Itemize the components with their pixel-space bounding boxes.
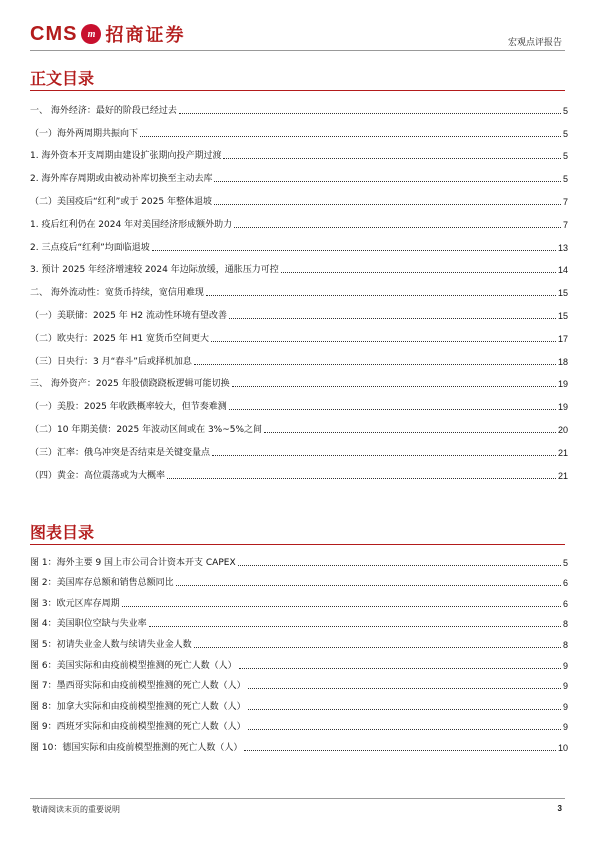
toc-entry[interactable] — [30, 93, 568, 116]
toc-entry-page-number: 19 — [557, 379, 568, 390]
dot-leader — [264, 431, 556, 433]
figure-entry-title: 图 9：西班牙实际和由疫前模型推测的死亡人数（人） — [30, 722, 246, 733]
dot-leader — [281, 271, 556, 273]
toc-entry-page-number: 7 — [562, 196, 568, 207]
toc-entry-title: （二）美国疫后“红利”或于 2025 年整体退坡 — [30, 196, 212, 207]
toc-entry[interactable] — [30, 344, 568, 367]
toc-entry-page-number: 5 — [562, 151, 568, 162]
toc-entry-page-number: 18 — [557, 356, 568, 367]
dot-leader — [248, 728, 561, 730]
toc-entry-page-number: 17 — [557, 333, 568, 344]
toc-entry-page-number: 5 — [562, 105, 568, 116]
dot-leader — [232, 385, 556, 387]
dot-leader — [179, 112, 561, 114]
toc-entry-page-number: 5 — [562, 174, 568, 185]
toc-entry[interactable] — [30, 230, 568, 253]
dot-leader — [194, 363, 556, 365]
figure-entry-title: 图 2：美国库存总额和销售总额同比 — [30, 578, 174, 589]
dot-leader — [239, 667, 561, 669]
toc-entry-page-number: 15 — [557, 310, 568, 321]
toc-entry-page-number: 7 — [562, 219, 568, 230]
dot-leader — [229, 317, 556, 319]
toc-entry[interactable] — [30, 161, 568, 184]
toc-entry-title: （四）黄金：高位震荡或为大概率 — [30, 470, 166, 481]
figure-entry-page-number: 6 — [562, 578, 568, 589]
figure-entry[interactable] — [30, 650, 568, 671]
toc-entry[interactable] — [30, 298, 568, 321]
dot-leader — [122, 605, 561, 607]
toc-entry-page-number: 15 — [557, 288, 568, 299]
figure-list — [30, 547, 568, 753]
figure-entry-title: 图 1：海外主要 9 国上市公司合计资本开支 CAPEX — [30, 557, 236, 568]
figure-entry-title: 图 4：美国职位空缺与失业率 — [30, 619, 147, 630]
dot-leader — [140, 135, 561, 137]
figure-entry-page-number: 10 — [557, 742, 568, 753]
toc-entry-title: 二、 海外流动性：宽货币持续，宽信用难现 — [30, 288, 204, 299]
toc-entry-page-number: 14 — [557, 265, 568, 276]
logo-chinese-name: 招商证券 — [105, 25, 186, 46]
toc-title: 正文目录 — [30, 69, 95, 88]
dot-leader — [206, 294, 556, 296]
toc-entry-page-number: 19 — [557, 402, 568, 413]
toc-entry-title: （一）美股：2025 年收跌概率较大，但节奏难测 — [30, 402, 227, 413]
toc-entry-title: （一）海外两周期共振向下 — [30, 128, 139, 139]
figure-entry-title: 图 8：加拿大实际和由疫前模型推测的死亡人数（人） — [30, 701, 246, 712]
dot-leader — [152, 249, 556, 251]
cms-logo — [30, 22, 185, 46]
toc-entry[interactable] — [30, 116, 568, 139]
toc-entry-title: 一、 海外经济：最好的阶段已经过去 — [30, 105, 177, 116]
figure-entry-page-number: 9 — [562, 681, 568, 692]
dot-leader — [212, 454, 556, 456]
toc-entry[interactable] — [30, 389, 568, 412]
figure-entry-title: 图 3：欧元区库存周期 — [30, 598, 120, 609]
figure-entry-title: 图 7：墨西哥实际和由疫前模型推测的死亡人数（人） — [30, 681, 246, 692]
dot-leader — [211, 340, 556, 342]
dot-leader — [248, 708, 561, 710]
logo-badge-icon: m — [81, 24, 101, 44]
figure-entry-title: 图 10：德国实际和由疫前模型推测的死亡人数（人） — [30, 742, 243, 753]
toc-entry-page-number: 21 — [557, 447, 568, 458]
figure-entry[interactable] — [30, 712, 568, 733]
figure-entry[interactable] — [30, 568, 568, 589]
toc-entry-title: （二）10 年期美债：2025 年波动区间或在 3%~5%之间 — [30, 424, 263, 435]
dot-leader — [248, 687, 561, 689]
toc-entry-title: 三、 海外资产：2025 年股债跷跷板逻辑可能切换 — [30, 379, 230, 390]
toc-entry-page-number: 20 — [557, 424, 568, 435]
figure-entry[interactable] — [30, 691, 568, 712]
dot-leader — [214, 180, 561, 182]
toc-entry-title: （三）汇率：俄乌冲突是否结束是关键变量点 — [30, 447, 211, 458]
toc-entry-page-number: 5 — [562, 128, 568, 139]
table-of-contents — [30, 93, 568, 481]
figure-entry-title: 图 6：美国实际和由疫前模型推测的死亡人数（人） — [30, 660, 237, 671]
footer-disclaimer-note: 敬请阅读末页的重要说明 — [32, 805, 120, 814]
toc-entry-title: 1. 海外资本开支周期由建设扩张期向投产期过渡 — [30, 151, 222, 162]
figures-title-divider — [30, 544, 565, 545]
toc-entry[interactable] — [30, 139, 568, 162]
toc-entry-title: （三）日央行：3 月“春斗”后或择机加息 — [30, 356, 192, 367]
toc-entry-title: 2. 海外库存周期或由被动补库切换至主动去库 — [30, 174, 213, 185]
figure-entry-page-number: 9 — [562, 722, 568, 733]
dot-leader — [176, 584, 561, 586]
toc-entry[interactable] — [30, 435, 568, 458]
figure-entry[interactable] — [30, 732, 568, 753]
dot-leader — [194, 646, 561, 648]
toc-entry-page-number: 21 — [557, 470, 568, 481]
toc-entry[interactable] — [30, 367, 568, 390]
dot-leader — [238, 564, 561, 566]
toc-entry[interactable] — [30, 412, 568, 435]
dot-leader — [149, 625, 561, 627]
figure-entry-page-number: 8 — [562, 639, 568, 650]
toc-entry-title: 3. 预计 2025 年经济增速较 2024 年边际放缓，通胀压力可控 — [30, 265, 279, 276]
toc-title-divider — [30, 90, 565, 91]
figures-title: 图表目录 — [30, 523, 95, 542]
figure-entry-page-number: 8 — [562, 619, 568, 630]
toc-entry-title: 2. 三点疫后“红利”均面临退坡 — [30, 242, 150, 253]
toc-entry-title: （一）美联储：2025 年 H2 流动性环境有望改善 — [30, 310, 227, 321]
dot-leader — [167, 477, 556, 479]
toc-entry-title: 1. 疫后红利仍在 2024 年对美国经济形成额外助力 — [30, 219, 233, 230]
dot-leader — [214, 203, 561, 205]
toc-entry[interactable] — [30, 275, 568, 298]
logo-cms-text: CMS — [30, 22, 78, 45]
header-divider — [30, 50, 565, 51]
page-number: 3 — [557, 804, 562, 813]
figure-entry-page-number: 6 — [562, 598, 568, 609]
figure-entry[interactable] — [30, 547, 568, 568]
page-header — [0, 0, 595, 60]
figure-entry-page-number: 5 — [562, 557, 568, 568]
toc-entry-page-number: 13 — [557, 242, 568, 253]
dot-leader — [223, 157, 561, 159]
toc-entry[interactable] — [30, 253, 568, 276]
toc-entry[interactable] — [30, 321, 568, 344]
footer-divider — [30, 798, 565, 799]
dot-leader — [234, 226, 561, 228]
figure-entry[interactable] — [30, 629, 568, 650]
report-type-label: 宏观点评报告 — [507, 38, 562, 48]
toc-entry[interactable] — [30, 207, 568, 230]
figure-entry-title: 图 5：初请失业金人数与续请失业金人数 — [30, 639, 192, 650]
toc-entry[interactable] — [30, 184, 568, 207]
toc-entry[interactable] — [30, 458, 568, 481]
dot-leader — [229, 408, 556, 410]
figure-entry[interactable] — [30, 609, 568, 630]
figure-entry-page-number: 9 — [562, 660, 568, 671]
toc-entry-title: （二）欧央行：2025 年 H1 宽货币空间更大 — [30, 333, 209, 344]
figure-entry-page-number: 9 — [562, 701, 568, 712]
figure-entry[interactable] — [30, 588, 568, 609]
dot-leader — [244, 749, 556, 751]
figure-entry[interactable] — [30, 671, 568, 692]
